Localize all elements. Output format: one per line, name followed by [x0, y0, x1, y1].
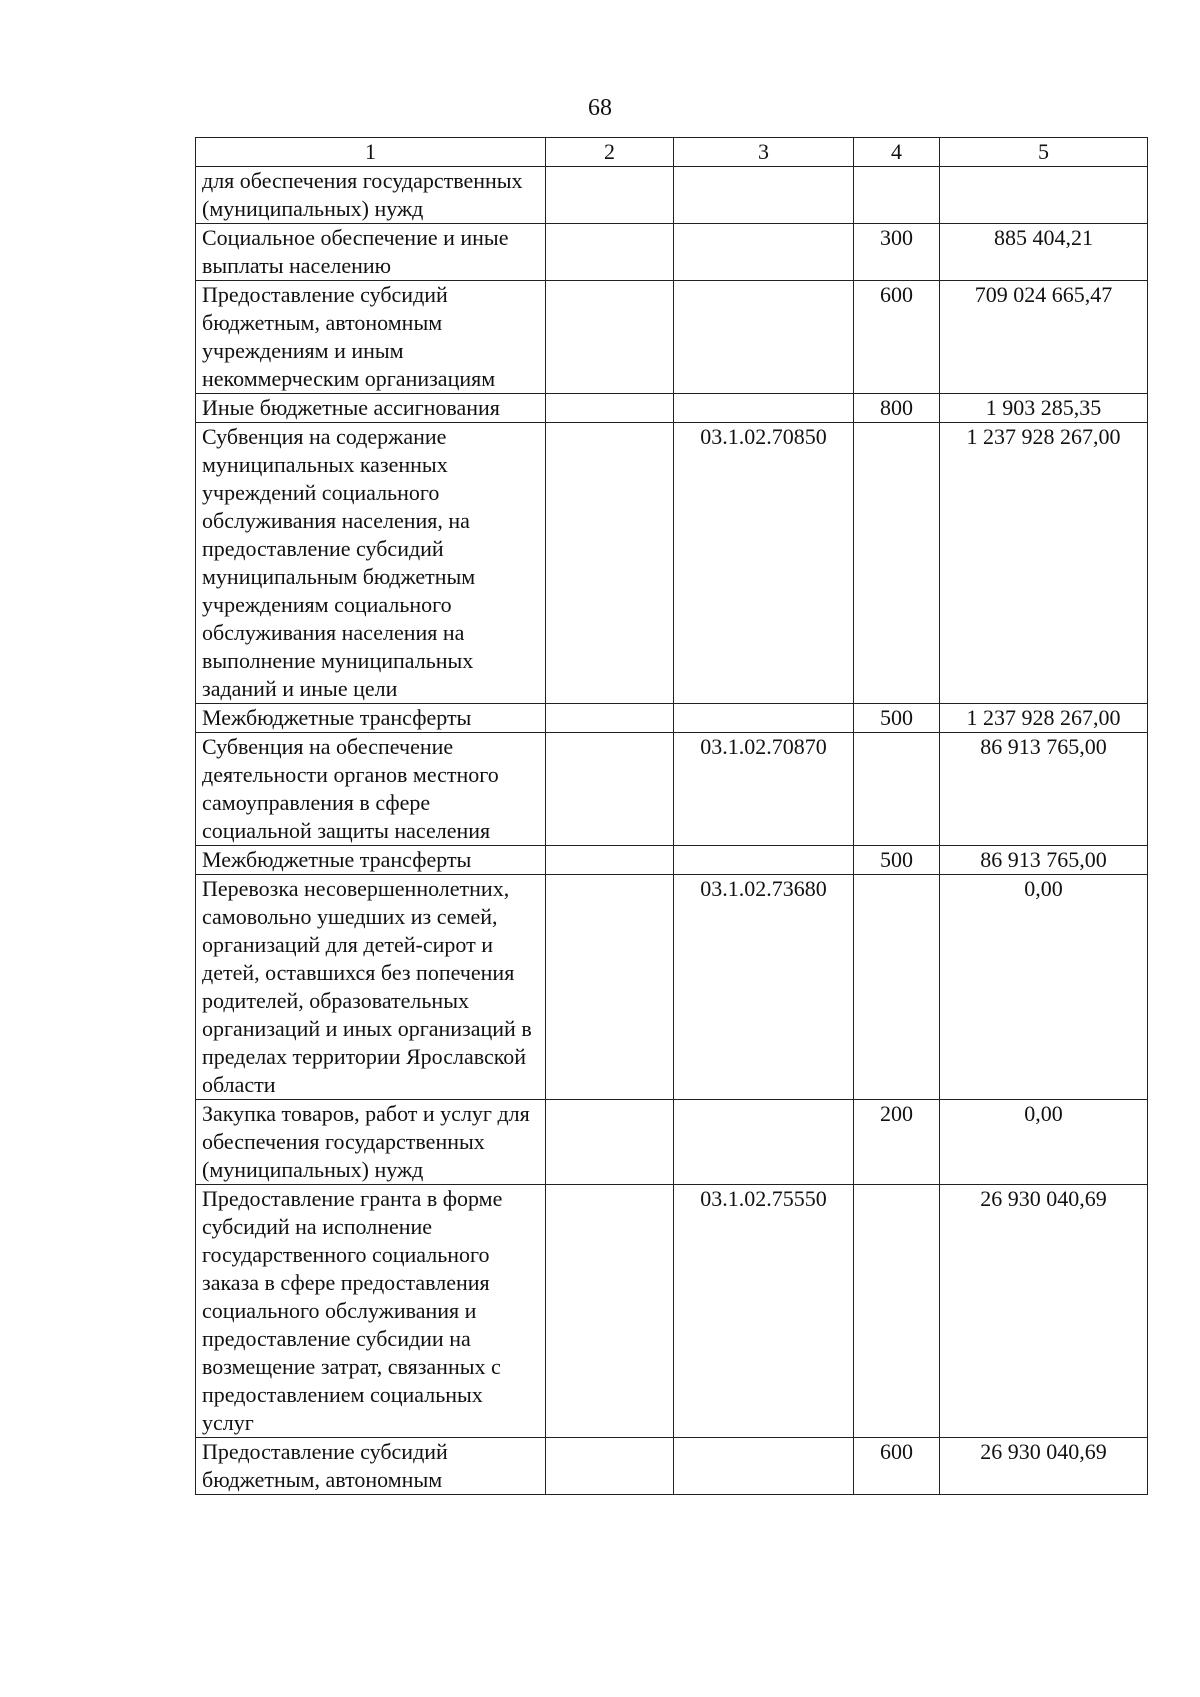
row-expense-type: [854, 167, 940, 224]
row-amount: 1 903 285,35: [940, 394, 1148, 423]
row-name: Межбюджетные трансферты: [196, 704, 546, 733]
row-amount: 885 404,21: [940, 224, 1148, 281]
row-code: 03.1.02.75550: [674, 1185, 854, 1438]
table-row: [196, 1100, 1148, 1185]
table-row: [196, 281, 1148, 394]
row-expense-type: 600: [854, 281, 940, 394]
table-row: [196, 224, 1148, 281]
table-row: [196, 875, 1148, 1100]
column-header-2: 2: [546, 138, 674, 167]
row-name: для обеспечения государственных (муниципальных) нужд: [196, 167, 546, 224]
row-col-2: [546, 167, 674, 224]
row-code: [674, 1438, 854, 1495]
row-expense-type: [854, 733, 940, 846]
row-col-2: [546, 733, 674, 846]
row-expense-type: 500: [854, 846, 940, 875]
row-name: Предоставление гранта в форме субсидий на исполнение государственного социального заказа в сфере предоставления социального обслуживания и предоставление субсидии на возмещение затрат, связанных с предоставлением социальных услуг: [196, 1185, 546, 1438]
table-row: [196, 704, 1148, 733]
row-col-2: [546, 423, 674, 704]
row-col-2: [546, 394, 674, 423]
table-row: [196, 1438, 1148, 1495]
column-header-3: 3: [674, 138, 854, 167]
row-amount: 1 237 928 267,00: [940, 423, 1148, 704]
row-col-2: [546, 1100, 674, 1185]
row-name: Субвенция на содержание муниципальных казенных учреждений социального обслуживания населения, на предоставление субсидий муниципальным бюджетным учреждениям социального обслуживания населения на выполнение муниципальных заданий и иные цели: [196, 423, 546, 704]
row-col-2: [546, 704, 674, 733]
row-code: [674, 167, 854, 224]
row-amount: 26 930 040,69: [940, 1185, 1148, 1438]
page-number: 68: [588, 95, 612, 121]
row-amount: [940, 167, 1148, 224]
table-row: [196, 846, 1148, 875]
row-code: [674, 281, 854, 394]
row-amount: 0,00: [940, 875, 1148, 1100]
table-row: [196, 1185, 1148, 1438]
row-code: [674, 224, 854, 281]
row-code: 03.1.02.73680: [674, 875, 854, 1100]
row-expense-type: [854, 875, 940, 1100]
row-expense-type: 500: [854, 704, 940, 733]
row-amount: 26 930 040,69: [940, 1438, 1148, 1495]
table-row: [196, 733, 1148, 846]
row-expense-type: 600: [854, 1438, 940, 1495]
row-amount: 0,00: [940, 1100, 1148, 1185]
column-header-4: 4: [854, 138, 940, 167]
row-code: 03.1.02.70870: [674, 733, 854, 846]
row-code: [674, 704, 854, 733]
row-amount: 86 913 765,00: [940, 733, 1148, 846]
row-col-2: [546, 846, 674, 875]
row-name: Субвенция на обеспечение деятельности органов местного самоуправления в сфере социальной защиты населения: [196, 733, 546, 846]
row-expense-type: 800: [854, 394, 940, 423]
row-col-2: [546, 1438, 674, 1495]
table-row: [196, 423, 1148, 704]
table-row: [196, 394, 1148, 423]
row-col-2: [546, 224, 674, 281]
row-amount: 1 237 928 267,00: [940, 704, 1148, 733]
row-expense-type: 300: [854, 224, 940, 281]
row-code: [674, 846, 854, 875]
row-col-2: [546, 281, 674, 394]
row-code: [674, 394, 854, 423]
row-name: Предоставление субсидий бюджетным, автономным учреждениям и иным некоммерческим организациям: [196, 281, 546, 394]
table-row: [196, 167, 1148, 224]
row-name: Закупка товаров, работ и услуг для обеспечения государственных (муниципальных) нужд: [196, 1100, 546, 1185]
row-name: Иные бюджетные ассигнования: [196, 394, 546, 423]
budget-table: [195, 137, 1148, 1495]
table-body: [196, 167, 1148, 1495]
row-expense-type: [854, 423, 940, 704]
column-header-1: 1: [196, 138, 546, 167]
row-col-2: [546, 875, 674, 1100]
row-name: Межбюджетные трансферты: [196, 846, 546, 875]
row-code: [674, 1100, 854, 1185]
row-col-2: [546, 1185, 674, 1438]
row-amount: 709 024 665,47: [940, 281, 1148, 394]
row-name: Социальное обеспечение и иные выплаты населению: [196, 224, 546, 281]
row-code: 03.1.02.70850: [674, 423, 854, 704]
row-amount: 86 913 765,00: [940, 846, 1148, 875]
row-name: Перевозка несовершеннолетних, самовольно ушедших из семей, организаций для детей-сирот и детей, оставшихся без попечения родителей, образовательных организаций и иных организаций в пределах территории Ярославской области: [196, 875, 546, 1100]
column-header-5: 5: [940, 138, 1148, 167]
row-name: Предоставление субсидий бюджетным, автономным: [196, 1438, 546, 1495]
row-expense-type: [854, 1185, 940, 1438]
table-header-row: [196, 138, 1148, 167]
row-expense-type: 200: [854, 1100, 940, 1185]
